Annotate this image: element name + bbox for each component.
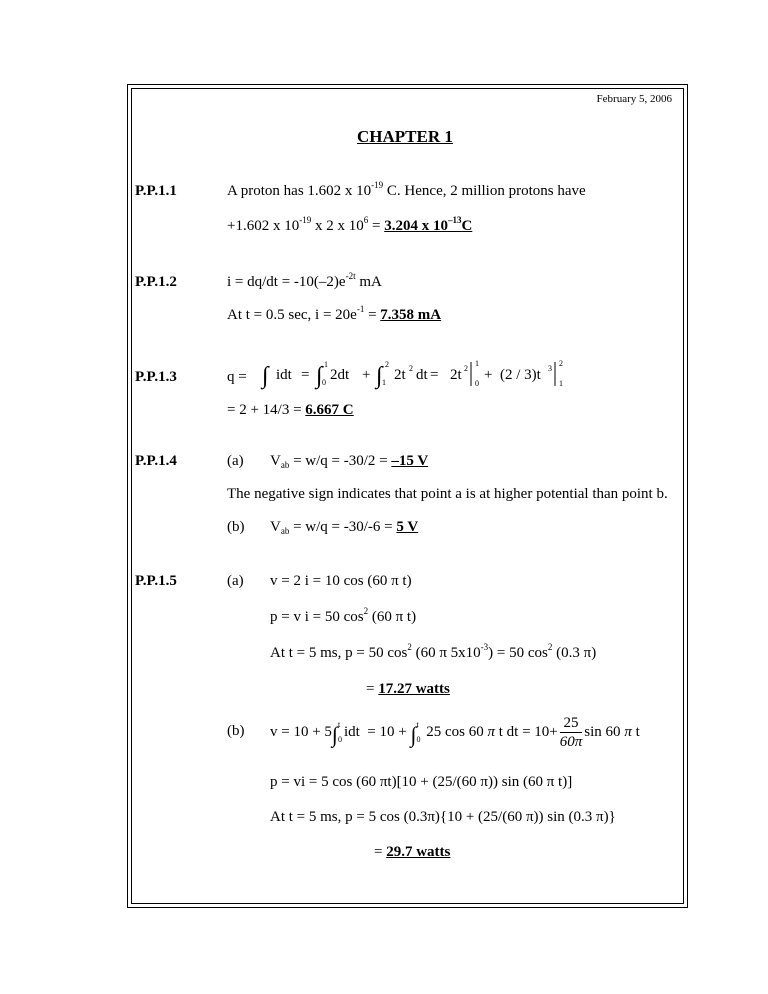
equals-2: =: [430, 367, 439, 383]
problem-1-2-line-1: $i = dq/dt = -10(-2)e^{-2t}$ mA: [227, 271, 382, 290]
problem-1-5-a-result: = 17.27 watts: [366, 681, 450, 697]
equals-1: =: [301, 367, 310, 383]
plus-2: +: [484, 367, 493, 383]
integrand-3-tail: dt: [416, 367, 428, 383]
integral-sign-2: ∫: [316, 363, 323, 389]
integral-sign-b1: ∫: [331, 722, 338, 747]
integrand-2: 2dt: [330, 367, 350, 383]
problem-1-3-line-2: = 2 + 14/3 = 6.667 C: [227, 402, 354, 418]
problem-1-3-integral-expression: [258, 354, 588, 398]
integrand-3-base: 2t: [394, 367, 406, 383]
document-date: February 5, 2006: [596, 93, 672, 105]
integral-sign-b2: ∫: [410, 722, 417, 747]
problem-1-1-line-1: A proton has 1.602 x $10^{-19}$ C. Hence, 2 million protons have: [227, 180, 586, 199]
term-2: (2 / 3)t: [500, 367, 541, 383]
problem-label-1-1: P.P.1.1: [135, 183, 177, 199]
problem-1-5-a-line-1: v = 2 i = 10 cos (60 π t): [270, 573, 412, 589]
eval-2-upper: 2: [559, 359, 563, 368]
problem-label-1-5: P.P.1.5: [135, 573, 177, 589]
term-1: 2t: [450, 367, 462, 383]
problem-1-5-b-line-1: v = 10 + 5 ∫ t 0 idt = 10 + ∫ t 0 25 cos 60 π t dt = 10+ $\frac{25}{60\pi}$ sin 60 π t: [270, 714, 640, 750]
answer-1-5-b: 29.7 watts: [386, 844, 451, 860]
problem-1-4-part-a: $V_{ab} = w/q = -30/2 = -15$ V: [270, 453, 429, 470]
answer-1-1: 3.204 x $10^{-13}C$: [384, 215, 473, 234]
problem-1-5-a-line-3: At t = 5 ms, p = 50 $\cos^2 (60$ π $5x10^{-3}) = 50$ $\cos^2 (0.3$ π): [270, 642, 597, 661]
problem-1-3-q-label: q =: [227, 369, 247, 385]
problem-1-2-line-2: At t = 0.5 sec, $i = 20e^{-1} = 7.358$ mA: [227, 304, 442, 323]
answer-1-4-b: 5 V: [396, 519, 419, 535]
chapter-title: CHAPTER 1: [357, 127, 453, 146]
problem-label-1-3: P.P.1.3: [135, 369, 177, 385]
term-2-exp: 3: [548, 364, 552, 373]
plus-1: +: [362, 367, 371, 383]
integral-2-upper: 1: [324, 360, 328, 369]
integral-3-lower: 1: [382, 378, 386, 387]
problem-1-4-part-a-tag: (a): [227, 453, 244, 469]
integrand-1: idt: [276, 367, 292, 383]
problem-1-4-part-b: $V_{ab} = w/q = -30/-6 = 5$ V: [270, 519, 419, 536]
answer-1-3: 6.667 C: [305, 402, 354, 418]
problem-1-4-part-b-tag: (b): [227, 519, 245, 535]
eval-1-upper: 1: [475, 359, 479, 368]
problem-1-4-note: The negative sign indicates that point a is at higher potential than point b.: [227, 486, 668, 502]
problem-1-5-part-a-tag: (a): [227, 573, 244, 589]
answer-1-4-a: –15 V: [391, 453, 429, 469]
problem-1-5-part-b-tag: (b): [227, 723, 245, 739]
integral-sign-1: ∫: [262, 363, 269, 389]
problem-label-1-4: P.P.1.4: [135, 453, 177, 469]
problem-1-5-b-line-3: At t = 5 ms, p = 5 cos (0.3π){10 + (25/(60 π)) sin (0.3 π)}: [270, 809, 616, 825]
problem-1-1-line-2: +1.602 x $10^{-19}$ x 2 x $10^6 = 3.204$ x $10^{-13}C$: [227, 215, 473, 234]
integrand-3-exp: 2: [409, 364, 413, 373]
answer-1-5-a: 17.27 watts: [378, 681, 450, 697]
eval-2-lower: 1: [559, 379, 563, 388]
problem-1-5-b-result: = 29.7 watts: [374, 844, 451, 860]
integral-sign-3: ∫: [376, 363, 383, 389]
eval-1-lower: 0: [475, 379, 479, 388]
problem-1-5-a-line-2: p = v i = 50 $\cos^2 (60$ π t): [270, 606, 417, 625]
term-1-exp: 2: [464, 364, 468, 373]
answer-1-2: 7.358 mA: [380, 307, 442, 323]
problem-1-5-b-line-2: p = vi = 5 cos (60 πt)[10 + (25/(60 π)) sin (60 π t)]: [270, 774, 573, 790]
integral-2-lower: 0: [322, 378, 326, 387]
integral-3-upper: 2: [385, 360, 389, 369]
problem-label-1-2: P.P.1.2: [135, 274, 177, 290]
fraction-25-over-60pi: $\frac{25}{60\pi}$: [559, 714, 583, 750]
